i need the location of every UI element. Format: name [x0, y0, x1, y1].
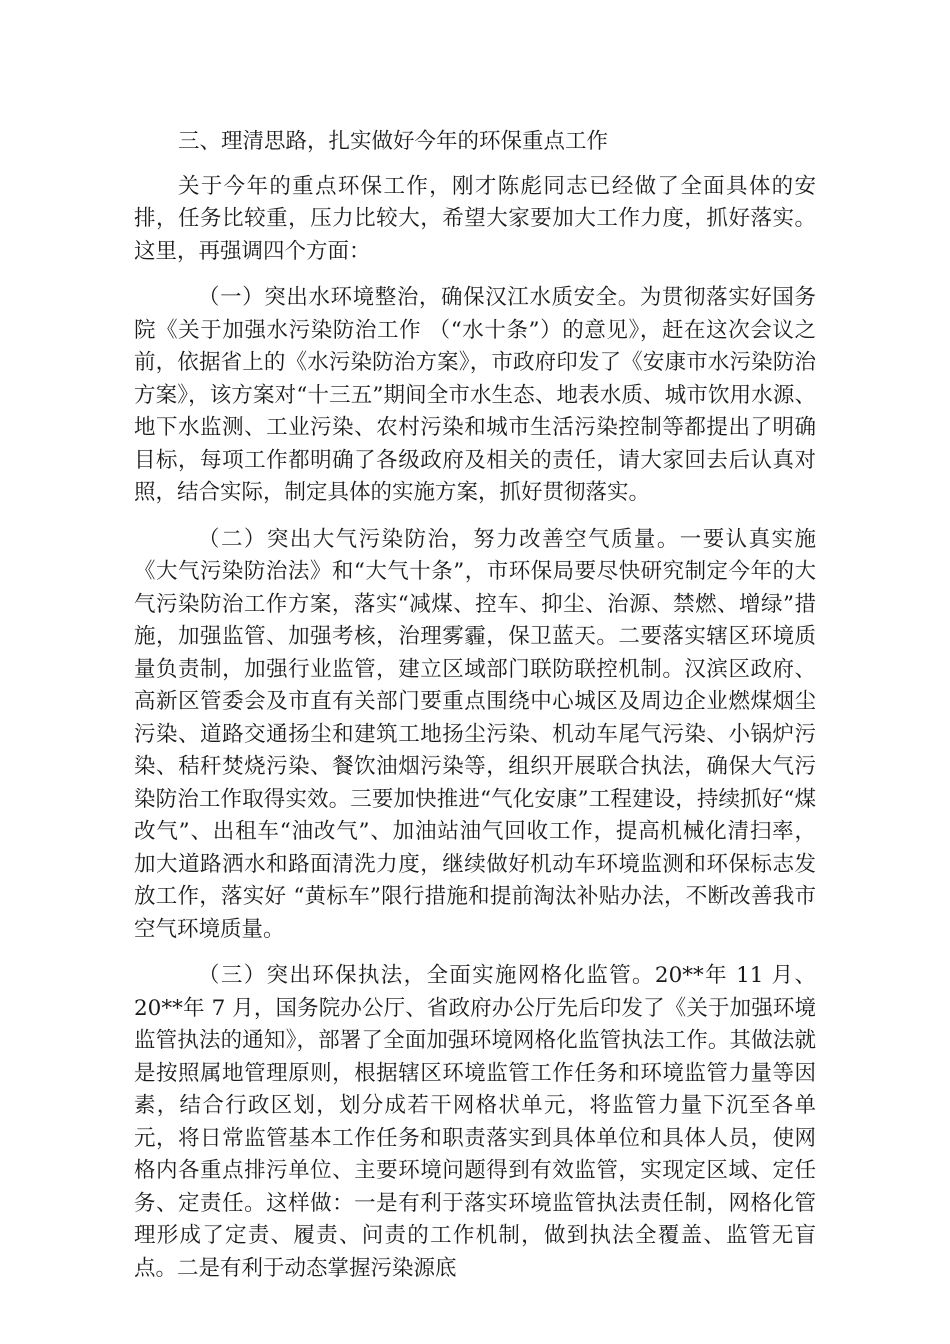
paragraph-water-environment: （一）突出水环境整治，确保汉江水质安全。为贯彻落实好国务院《关于加强水污染防治工作 （“水十条”）的意见》，赶在这次会议之前，依据省上的《水污染防治方案》，市政府印发了《安康市水污染防治方案》，该方案对“十三五”期间全市水生态、地表水质、城市饮用水源、地下水监测、工业污染、农村污染和城市生活污染控制等都提出了明确目标，每项工作都明确了各级政府及相关的责任，请大家回去后认真对照，结合实际，制定具体的实施方案，抓好贯彻落实。 [134, 285, 816, 505]
document-body [134, 126, 816, 1299]
paragraph-air-pollution: （二）突出大气污染防治，努力改善空气质量。一要认真实施《大气污染防治法》和“大气十条”，市环保局要尽快研究制定今年的大气污染防治工作方案，落实“减煤、控车、抑尘、治源、禁燃、增绿”措施，加强监管、加强考核，治理雾霾，保卫蓝天。二要落实辖区环境质量负责制，加强行业监管，建立区域部门联防联控机制。汉滨区政府、高新区管委会及市直有关部门要重点围绕中心城区及周边企业燃煤烟尘污染、道路交通扬尘和建筑工地扬尘污染、机动车尾气污染、小锅炉污染、秸秆焚烧污染、餐饮油烟污染等，组织开展联合执法，确保大气污染防治工作取得实效。三要加快推进“气化安康”工程建设，持续抓好“煤改气”、出租车“油改气”、加油站油气回收工作，提高机械化清扫率， 加大道路洒水和路面清洗力度，继续做好机动车环境监测和环保标志发放工作，落实好 “黄标车”限行措施和提前淘汰补贴办法，不断改善我市空气环境质量。 [134, 526, 816, 942]
paragraph-enforcement: （三）突出环保执法，全面实施网格化监管。20**年 11 月、20**年 7 月，国务院办公厅、省政府办公厅先后印发了《关于加强环境监管执法的通知》，部署了全面加强环境网格化监管执法工作。其做法就是按照属地管理原则，根据辖区环境监管工作任务和环境监管力量等因素，结合行政区划，划分成若干网格状单元，将监管力量下沉至各单元，将日常监管基本工作任务和职责落实到具体单位和具体人员，使网格内各重点排污单位、主要环境问题得到有效监管，实现定区域、定任务、定责任。这样做：一是有利于落实环境监管执法责任制，网格化管理形成了定责、履责、问责的工作机制，做到执法全覆盖、监管无盲点。二是有利于动态掌握污染源底 [134, 963, 816, 1281]
section-heading: 三、理清思路，扎实做好今年的环保重点工作 [178, 129, 609, 154]
paragraph-intro: 关于今年的重点环保工作，刚才陈彪同志已经做了全面具体的安排，任务比较重，压力比较大，希望大家要加大工作力度，抓好落实。这里，再强调四个方面： [134, 173, 816, 264]
